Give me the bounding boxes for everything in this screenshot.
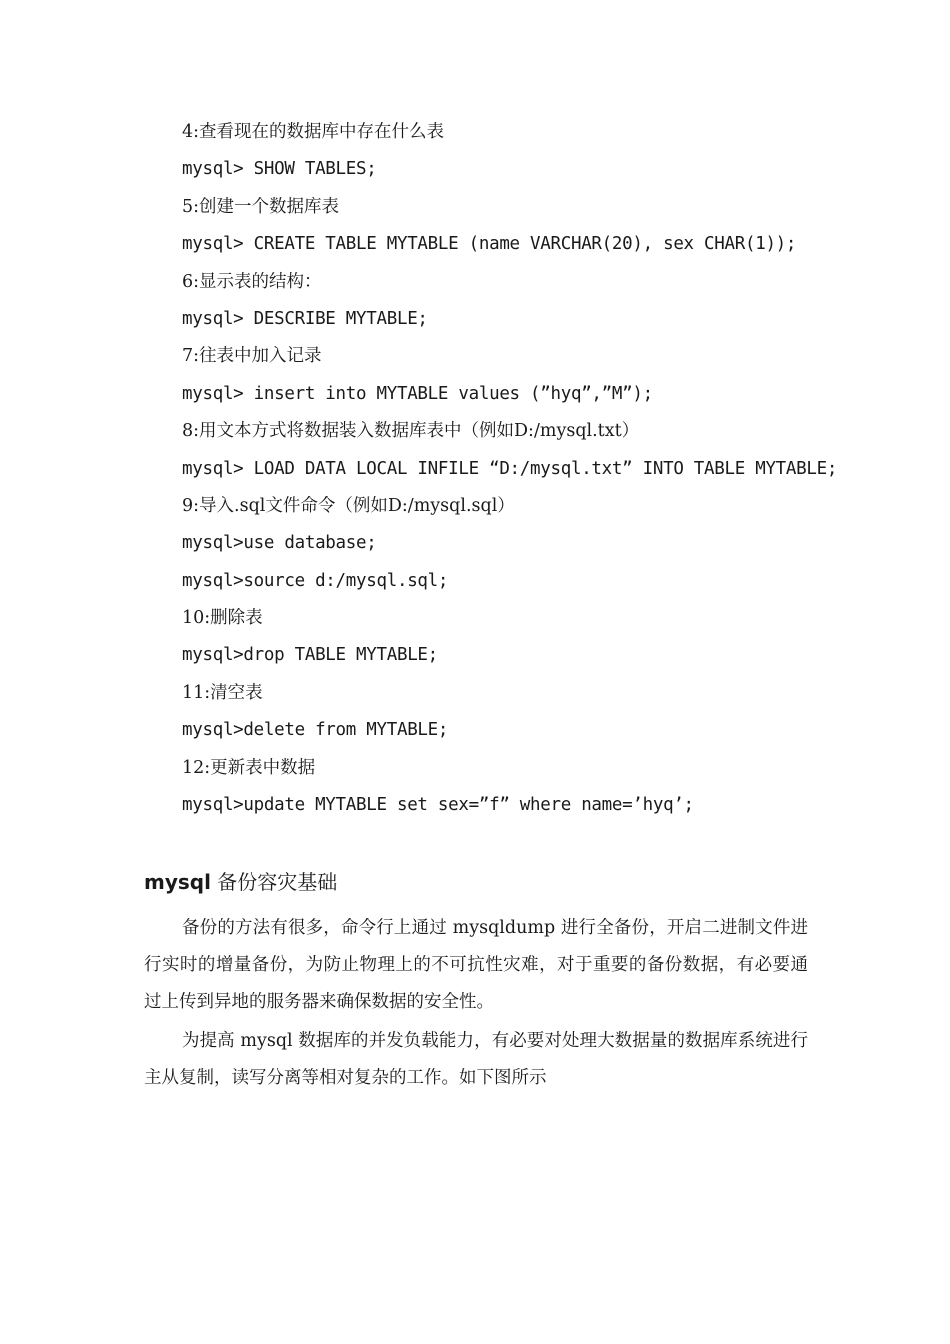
command-line: mysql>update MYTABLE set sex=”f” where name=’hyq’; — [182, 795, 694, 816]
command-line: mysql>drop TABLE MYTABLE; — [182, 645, 438, 666]
step-heading: 6:显示表的结构： — [182, 271, 322, 292]
step-heading: 11:清空表 — [182, 682, 263, 703]
step-heading: 8:用文本方式将数据装入数据库表中（例如D:/mysql.txt） — [182, 421, 640, 442]
section-title-keyword: mysql — [144, 870, 211, 894]
step-heading: 10:删除表 — [182, 608, 263, 629]
command-line: mysql> SHOW TABLES; — [182, 159, 377, 180]
command-line: mysql>use database; — [182, 533, 377, 554]
step-heading: 7:往表中加入记录 — [182, 346, 322, 367]
command-line: mysql>delete from MYTABLE; — [182, 720, 449, 741]
command-line: mysql> insert into MYTABLE values (”hyq”,”M”); — [182, 383, 653, 404]
step-heading: 5:创建一个数据库表 — [182, 196, 340, 217]
section-title-text: 备份容灾基础 — [210, 870, 338, 894]
body-paragraph: 为提高 mysql 数据库的并发负载能力，有必要对处理大数据量的数据库系统进行主从复制，读写分离等相对复杂的工作。如下图所示 — [144, 1031, 808, 1088]
command-line: mysql> CREATE TABLE MYTABLE (name VARCHAR(20), sex CHAR(1)); — [182, 234, 797, 255]
command-line: mysql> LOAD DATA LOCAL INFILE “D:/mysql.txt” INTO TABLE MYTABLE; — [182, 458, 838, 479]
command-line: mysql>source d:/mysql.sql; — [182, 570, 449, 591]
step-heading: 4:查看现在的数据库中存在什么表 — [182, 122, 445, 142]
step-heading: 9:导入.sql文件命令（例如D:/mysql.sql） — [182, 495, 515, 516]
command-line: mysql> DESCRIBE MYTABLE; — [182, 308, 428, 329]
body-paragraph: 备份的方法有很多，命令行上通过 mysqldump 进行全备份，开启二进制文件进行实时的增量备份，为防止物理上的不可抗性灾难，对于重要的备份数据，有必要通过上传到异地的服务器来确保数据的安全性。 — [144, 918, 808, 1012]
command-list — [182, 114, 882, 824]
step-heading: 12:更新表中数据 — [182, 757, 316, 778]
section-title — [144, 866, 337, 898]
